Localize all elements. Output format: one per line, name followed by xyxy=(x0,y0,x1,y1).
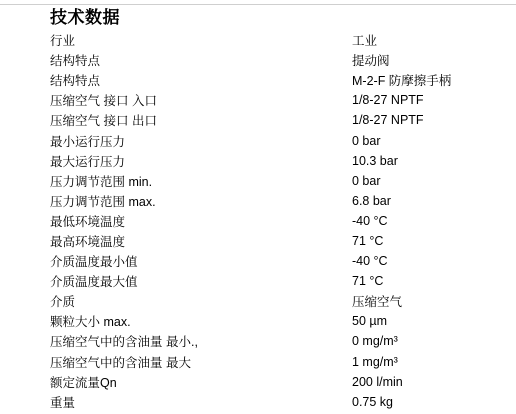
spec-value: 1/8-27 NPTF xyxy=(352,113,424,128)
spec-value: 71 °C xyxy=(352,233,384,248)
spec-label: 介质 xyxy=(50,295,76,310)
spec-label: 压缩空气 接口 出口 xyxy=(50,114,157,129)
spec-value: 10.3 bar xyxy=(352,153,398,168)
spec-row-max-medium-temp xyxy=(50,271,510,291)
spec-row-medium xyxy=(50,291,510,311)
spec-value: 工业 xyxy=(352,34,378,49)
spec-row-min-pressure xyxy=(50,130,510,150)
spec-label: 结构特点 xyxy=(50,74,101,89)
spec-label: 最低环境温度 xyxy=(50,214,126,229)
spec-value: 0 bar xyxy=(352,133,381,148)
spec-value: 50 µm xyxy=(352,314,387,329)
spec-label: 压缩空气 接口 入口 xyxy=(50,94,157,109)
spec-label: 重量 xyxy=(50,395,76,410)
spec-value: 6.8 bar xyxy=(352,193,391,208)
spec-value: 200 l/min xyxy=(352,374,403,389)
spec-label: 压力调节范围 min. xyxy=(50,174,153,189)
spec-label: 介质温度最小值 xyxy=(50,255,138,270)
spec-value: 0.75 kg xyxy=(352,394,394,409)
spec-row-particle-size xyxy=(50,311,510,331)
spec-row-oil-content-max xyxy=(50,352,510,372)
spec-label: 额定流量Qn xyxy=(50,375,117,390)
spec-row-rated-flow xyxy=(50,372,510,392)
spec-label: 压缩空气中的含油量 最小., xyxy=(50,335,198,350)
spec-value: 1 mg/m³ xyxy=(352,354,398,369)
spec-row-min-medium-temp xyxy=(50,251,510,271)
spec-value: 压缩空气 xyxy=(352,295,403,310)
spec-row-weight xyxy=(50,392,510,412)
spec-label: 颗粒大小 max. xyxy=(50,315,131,330)
spec-row-industry xyxy=(50,30,510,50)
spec-value: 71 °C xyxy=(352,274,384,289)
section-title: 技术数据 xyxy=(50,8,120,27)
spec-value: 0 mg/m³ xyxy=(352,334,398,349)
spec-row-min-ambient-temp xyxy=(50,211,510,231)
top-divider xyxy=(0,4,516,5)
spec-label: 介质温度最大值 xyxy=(50,275,138,290)
spec-row-oil-content-min xyxy=(50,331,510,351)
spec-value: 0 bar xyxy=(352,173,381,188)
spec-value: -40 °C xyxy=(352,254,388,269)
spec-row-air-inlet xyxy=(50,90,510,110)
spec-label: 结构特点 xyxy=(50,54,101,69)
spec-label: 最高环境温度 xyxy=(50,234,126,249)
spec-row-air-outlet xyxy=(50,110,510,130)
spec-table xyxy=(50,30,510,412)
spec-value: 1/8-27 NPTF xyxy=(352,93,424,108)
spec-row-structure-2 xyxy=(50,70,510,90)
spec-row-max-ambient-temp xyxy=(50,231,510,251)
spec-label: 压力调节范围 max. xyxy=(50,194,156,209)
spec-row-regulation-max xyxy=(50,191,510,211)
spec-row-max-pressure xyxy=(50,151,510,171)
spec-label: 最大运行压力 xyxy=(50,154,126,169)
spec-value: 提动阀 xyxy=(352,54,390,69)
spec-row-regulation-min xyxy=(50,171,510,191)
spec-value: -40 °C xyxy=(352,213,388,228)
spec-label: 压缩空气中的含油量 最大 xyxy=(50,355,191,370)
spec-label: 最小运行压力 xyxy=(50,134,126,149)
spec-value: M-2-F 防摩擦手柄 xyxy=(352,74,452,89)
spec-label: 行业 xyxy=(50,34,76,49)
spec-row-structure-1 xyxy=(50,50,510,70)
